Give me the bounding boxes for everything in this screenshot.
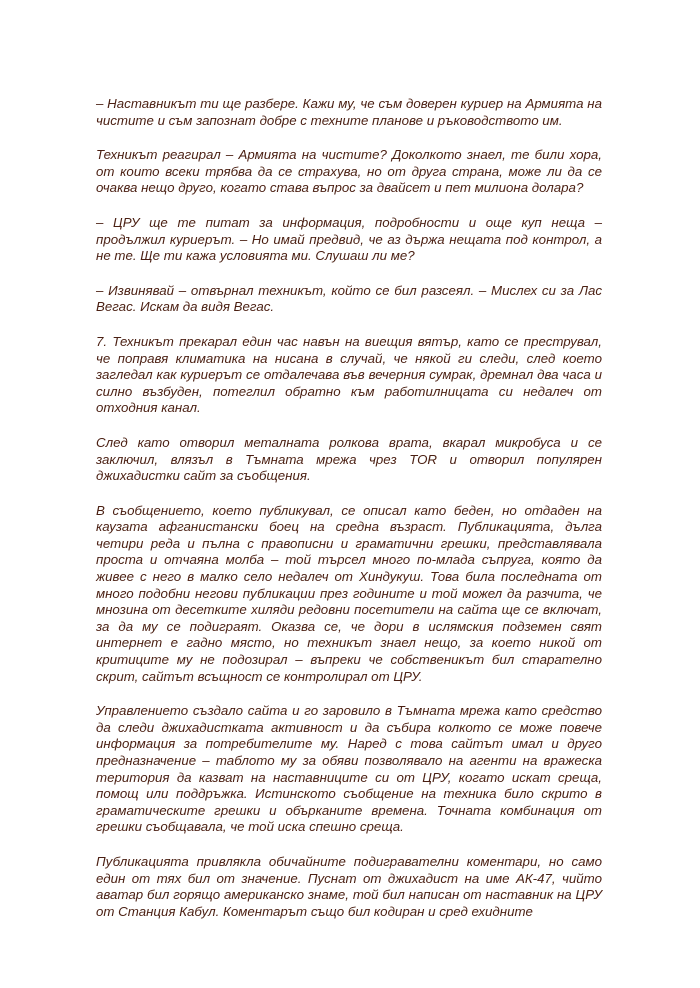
paragraph-8: Управлението създало сайта и го заровило в Тъмната мрежа като средство да следи джихадистката активност и да събира колкото се може повече информация за потребителите му. Наред с това сайтът имал и друго предназначение – таблото му за обяви позволявало на агенти на вражеска територия да казват на наставниците си от ЦРУ, когато искат среща, помощ или поддръжка. Истинското съобщение на техника било скрито в граматическите грешки и обърканите времена. Точната комбинация от грешки съобщавала, че той иска спешно среща. [96, 703, 602, 835]
page-body-text [96, 96, 602, 938]
paragraph-2: Техникът реагирал – Армията на чистите? Доколкото знаел, те били хора, от които всеки трябва да се страхува, но от друга страна, може ли да се очаква нещо друго, когато става въпрос за двайсет и пет милиона долара? [96, 147, 602, 196]
paragraph-4: – Извинявай – отвърнал техникът, който се бил разсеял. – Мислех си за Лас Вегас. Искам да видя Вегас. [96, 282, 602, 315]
paragraph-3: – ЦРУ ще те питат за информация, подробности и още куп неща – продължил куриерът. – Но имай предвид, че аз държа нещата под контрол, а не те. Ще ти кажа условията ми. Слушаш ли ме? [96, 214, 602, 264]
paragraph-5: 7. Техникът прекарал един час навън на виещия вятър, като се преструвал, че поправя климатика на нисана в случай, че някой ги следи, след което загледал как куриерът се отдалечава във вечерния сумрак, дремнал два часа и силно възбуден, потеглил обратно към работилницата си недалеч от отходния канал. [96, 333, 602, 416]
paragraph-7: В съобщението, което публикувал, се описал като беден, но отдаден на каузата афганистански боец на средна възраст. Публикацията, дълга четири реда и пълна с правописни и граматични грешки, представлявала проста и отчаяна молба – той търсел много по-млада съпруга, която да живее с него в малко село недалеч от Хиндукуш. Това била последната от много подобни негови публикации през годините и той можел да разчита, че мнозина от десетките хиляди редовни посетители на сайта ще се включат, за да му се подиграят. Оказва се, че дори в ислямския подземен свят интернет е гадно място, но техникът знаел нещо, за което никой от критиците му не подозирал – въпреки че собственикът бил старателно скрит, сайтът всъщност се контролирал от ЦРУ. [96, 502, 602, 684]
paragraph-6: След като отворил металната ролкова врата, вкарал микробуса и се заключил, влязъл в Тъмната мрежа чрез TOR и отворил популярен джихадистки сайт за съобщения. [96, 434, 602, 484]
paragraph-1: – Наставникът ти ще разбере. Кажи му, че съм доверен куриер на Армията на чистите и съм запознат добре с техните планове и ръководството им. [96, 96, 602, 128]
paragraph-9: Публикацията привлякла обичайните подигравателни коментари, но само един от тях бил от значение. Пуснат от джихадист на име АК-47, чийто аватар бил горящо американско знаме, той бил написан от наставник на ЦРУ от Станция Кабул. Коментарът също бил кодиран и сред ехидните [96, 853, 602, 919]
